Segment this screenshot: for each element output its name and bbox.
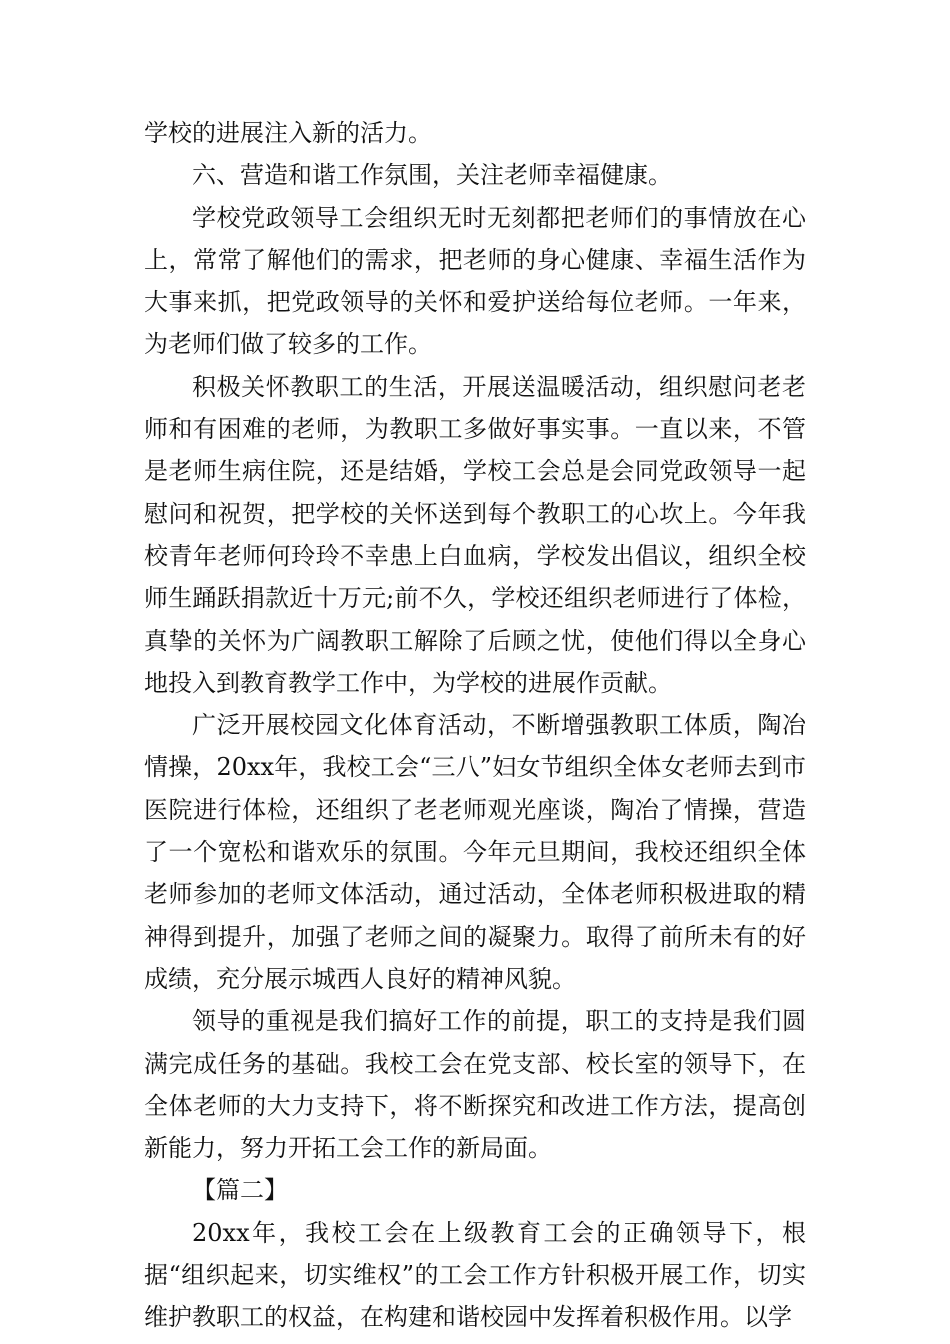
paragraph-continuation: 学校的进展注入新的活力。 bbox=[144, 119, 432, 147]
paragraph: 领导的重视是我们搞好工作的前提，职工的支持是我们圆满完成任务的基础。我校工会在党支部、校长室的领导下，在全体老师的大力支持下，将不断探究和改进工作方法，提高创新能力，努力开拓工会工作的新局面。 bbox=[144, 1007, 806, 1163]
paragraph: 20xx年，我校工会在上级教育工会的正确领导下，根据“组织起来，切实维权”的工会工作方针积极开展工作，切实维护教职工的权益，在构建和谐校园中发挥着积极作用。以学 bbox=[144, 1218, 806, 1332]
paragraph: 学校党政领导工会组织无时无刻都把老师们的事情放在心上，常常了解他们的需求，把老师的身心健康、幸福生活作为大事来抓，把党政领导的关怀和爱护送给每位老师。一年来，为老师们做了较多的工作。 bbox=[144, 203, 806, 359]
document-body bbox=[144, 112, 806, 1339]
part-heading: 【篇二】 bbox=[192, 1176, 288, 1205]
section-heading-six: 六、营造和谐工作氛围，关注老师幸福健康。 bbox=[192, 161, 672, 190]
paragraph: 广泛开展校园文化体育活动，不断增强教职工体质，陶冶情操，20xx年，我校工会“三八”妇女节组织全体女老师去到市医院进行体检，还组织了老老师观光座谈，陶冶了情操，营造了一个宽松和谐欢乐的氛围。今年元旦期间，我校还组织全体老师参加的老师文体活动，通过活动，全体老师积极进取的精神得到提升，加强了老师之间的凝聚力。取得了前所未有的好成绩，充分展示城西人良好的精神风貌。 bbox=[144, 711, 806, 993]
paragraph: 积极关怀教职工的生活，开展送温暖活动，组织慰问老老师和有困难的老师，为教职工多做好事实事。一直以来，不管是老师生病住院，还是结婚，学校工会总是会同党政领导一起慰问和祝贺，把学校的关怀送到每个教职工的心坎上。今年我校青年老师何玲玲不幸患上白血病，学校发出倡议，组织全校师生踊跃捐款近十万元;前不久，学校还组织老师进行了体检，真挚的关怀为广阔教职工解除了后顾之忧，使他们得以全身心地投入到教育教学工作中，为学校的进展作贡献。 bbox=[144, 372, 806, 697]
